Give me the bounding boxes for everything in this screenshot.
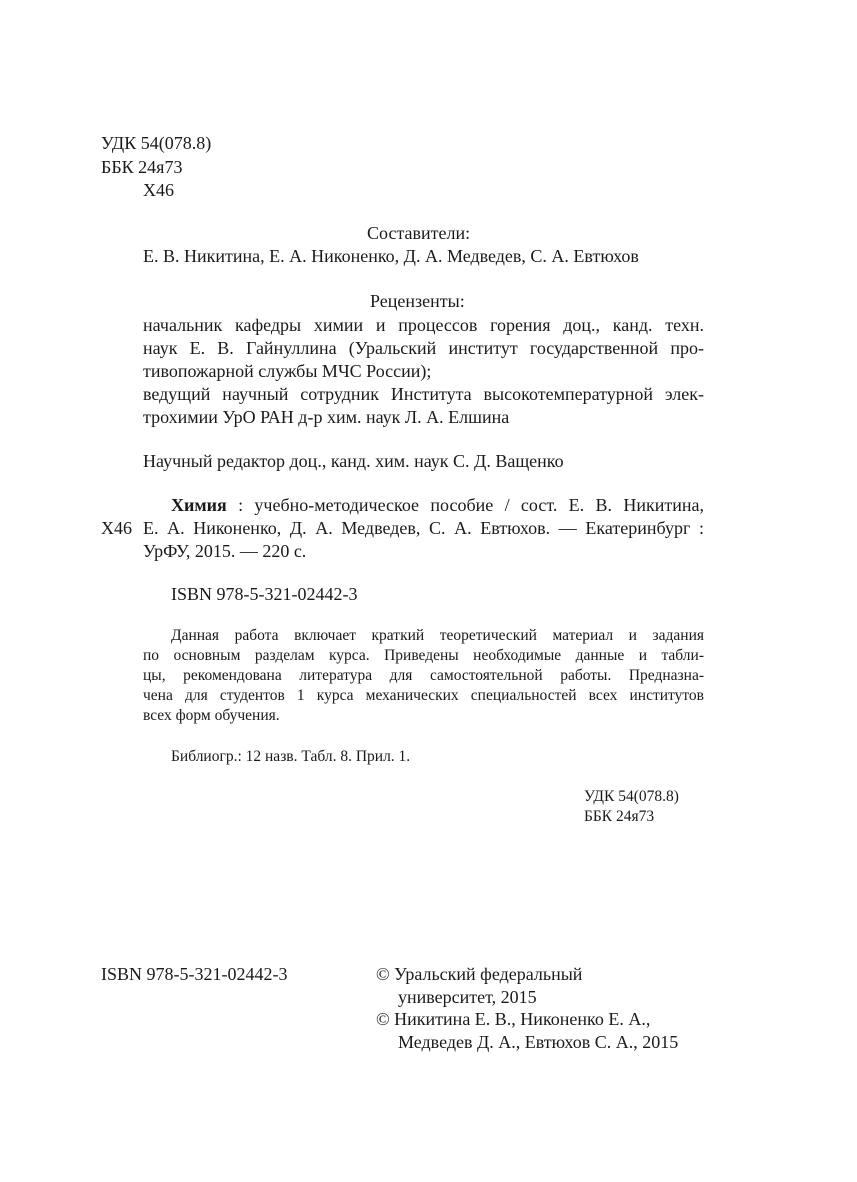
- biblio-record: [143, 494, 704, 563]
- biblio-line-2: Е. А. Никоненко, Д. А. Медведев, С. А. Евтюхов. — Екатеринбург :: [143, 518, 704, 538]
- udk-code-right: УДК 54(078.8): [584, 788, 679, 805]
- reviewer-line: начальник кафедры химии и процессов горения доц., канд. техн.: [143, 315, 704, 335]
- biblio-title: Химия: [171, 495, 227, 515]
- biblio-note: Библиогр.: 12 назв. Табл. 8. Прил. 1.: [171, 748, 411, 765]
- scientific-editor: Научный редактор доц., канд. хим. наук С. Д. Ващенко: [143, 451, 564, 471]
- biblio-author-mark: Х46: [101, 518, 132, 538]
- biblio-line-1-rest: : учебно-методическое пособие / сост. Е. В. Никитина,: [226, 495, 704, 515]
- isbn-record: ISBN 978-5-321-02442-3: [171, 584, 358, 604]
- reviewer-line: трохимии УрО РАН д-р хим. наук Л. А. Елшина: [143, 407, 510, 427]
- reviewer-line: тивопожарной службы МЧС России);: [143, 361, 432, 381]
- annotation-line: Данная работа включает краткий теоретический материал и задания: [171, 627, 704, 644]
- copyright-line: © Никитина Е. В., Никоненко Е. А.,: [376, 1009, 651, 1029]
- annotation: [143, 626, 704, 726]
- reviewers-list: [143, 314, 704, 429]
- reviewers-heading: Рецензенты:: [370, 291, 465, 311]
- biblio-line-3: УрФУ, 2015. — 220 с.: [143, 541, 307, 561]
- udk-code: УДК 54(078.8): [101, 133, 212, 153]
- annotation-line: цы, рекомендована литература для самостоятельной работы. Предназна-: [143, 667, 704, 684]
- copyright-line: Медведев Д. А., Евтюхов С. А., 2015: [398, 1032, 679, 1052]
- copyright-line: университет, 2015: [398, 987, 537, 1007]
- annotation-line: всех форм обучения.: [143, 707, 280, 724]
- footer-isbn: ISBN 978-5-321-02442-3: [101, 964, 288, 984]
- annotation-line: по основным разделам курса. Приведены необходимые данные и табли-: [143, 647, 704, 664]
- bbk-code-right: ББК 24я73: [584, 808, 655, 825]
- author-mark: Х46: [143, 180, 174, 200]
- compilers-heading: Составители:: [367, 223, 471, 243]
- copyright-line: © Уральский федеральный: [376, 964, 583, 984]
- biblio-line-1: [143, 494, 704, 517]
- reviewer-line: наук Е. В. Гайнуллина (Уральский институт государственной про-: [143, 338, 704, 358]
- bbk-code: ББК 24я73: [101, 157, 183, 177]
- reviewer-line: ведущий научный сотрудник Института высокотемпературной элек-: [143, 384, 704, 404]
- compilers-names: Е. В. Никитина, Е. А. Никоненко, Д. А. Медведев, С. А. Евтюхов: [143, 246, 639, 266]
- annotation-line: чена для студентов 1 курса механических специальностей всех институтов: [143, 687, 704, 704]
